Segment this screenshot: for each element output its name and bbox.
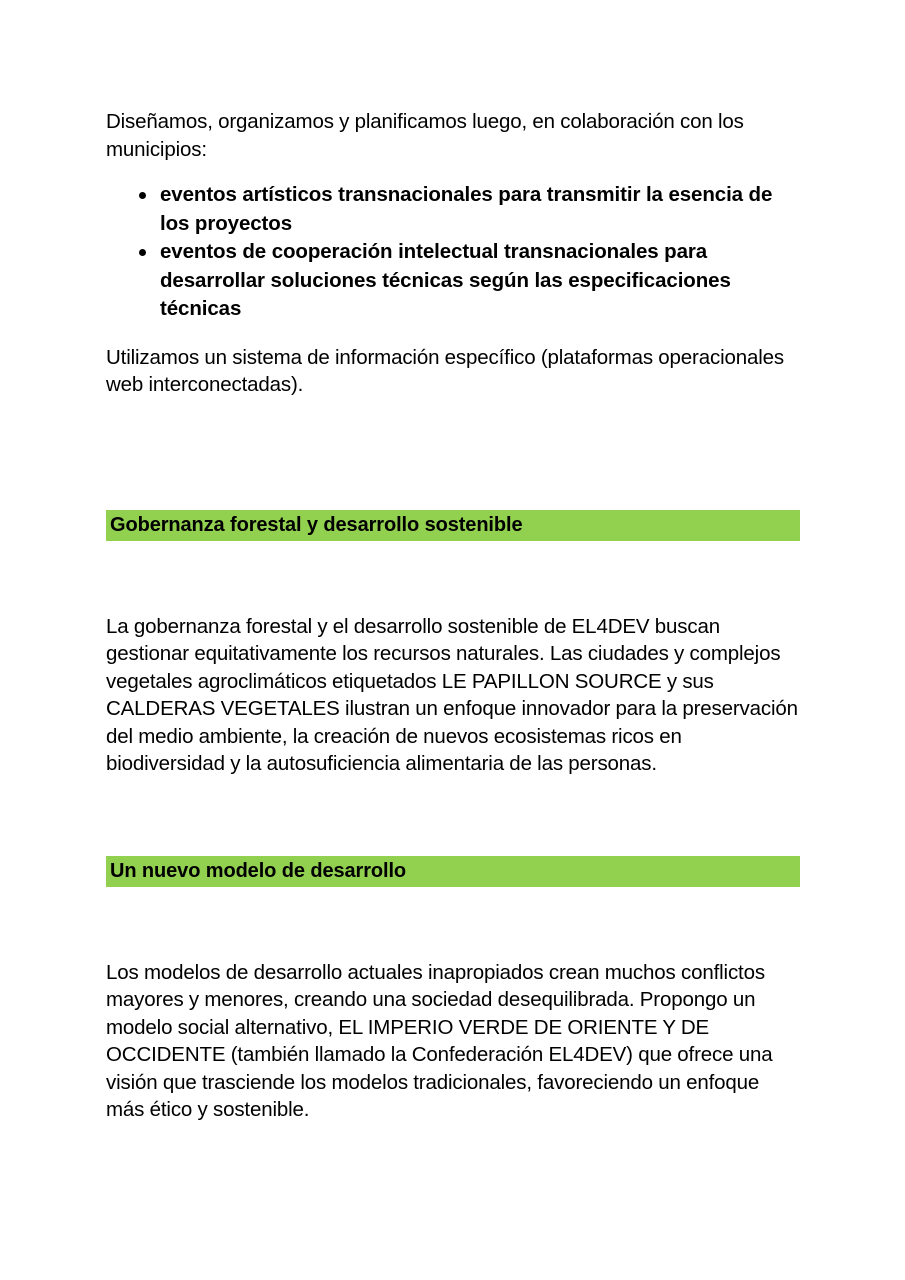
post-list-paragraph: Utilizamos un sistema de información específico (plataformas operacionales web interconectadas).: [106, 345, 784, 396]
intro-paragraph: Diseñamos, organizamos y planificamos luego, en colaboración con los municipios:: [106, 110, 744, 161]
spacer: [106, 324, 800, 344]
document-content: [106, 108, 800, 1124]
list-item-label: eventos de cooperación intelectual transnacionales para desarrollar soluciones técnicas según las especificaciones técnicas: [160, 240, 731, 320]
spacer: [106, 541, 800, 613]
section-heading-label: Gobernanza forestal y desarrollo sostenible: [110, 514, 523, 536]
section-paragraph-new-development-model: Los modelos de desarrollo actuales inapropiados crean muchos conflictos mayores y menores, creando una sociedad desequilibrada. Propongo un modelo social alternativo, EL IMPERIO VERDE DE ORIENTE Y DE OCCIDENTE (también llamado la Confederación EL4DEV) que ofrece una visión que trasciende los modelos tradicionales, favoreciendo un enfoque más ético y sostenible.: [106, 960, 773, 1121]
section-heading-bar-forest-governance: [106, 510, 800, 541]
bullet-list: [106, 181, 800, 324]
spacer: [106, 778, 800, 856]
bullet-point-icon: [139, 249, 146, 256]
section-paragraph-forest-governance: La gobernanza forestal y el desarrollo sostenible de EL4DEV buscan gestionar equitativamente los recursos naturales. Las ciudades y complejos vegetales agroclimáticos etiquetados LE PAPILLON SOURCE y sus CALDERAS VEGETALES ilustran un enfoque innovador para la preservación del medio ambiente, la creación de nuevos ecosistemas ricos en biodiversidad y la autosuficiencia alimentaria de las personas.: [106, 614, 798, 775]
section-heading-label: Un nuevo modelo de desarrollo: [110, 860, 407, 882]
spacer: [106, 399, 800, 510]
list-item-label: eventos artísticos transnacionales para transmitir la esencia de los proyectos: [160, 183, 773, 235]
list-item: [106, 181, 800, 238]
spacer: [106, 887, 800, 959]
section-heading-bar-new-development-model: [106, 856, 800, 887]
bullet-point-icon: [139, 192, 146, 199]
list-item: [106, 238, 800, 324]
